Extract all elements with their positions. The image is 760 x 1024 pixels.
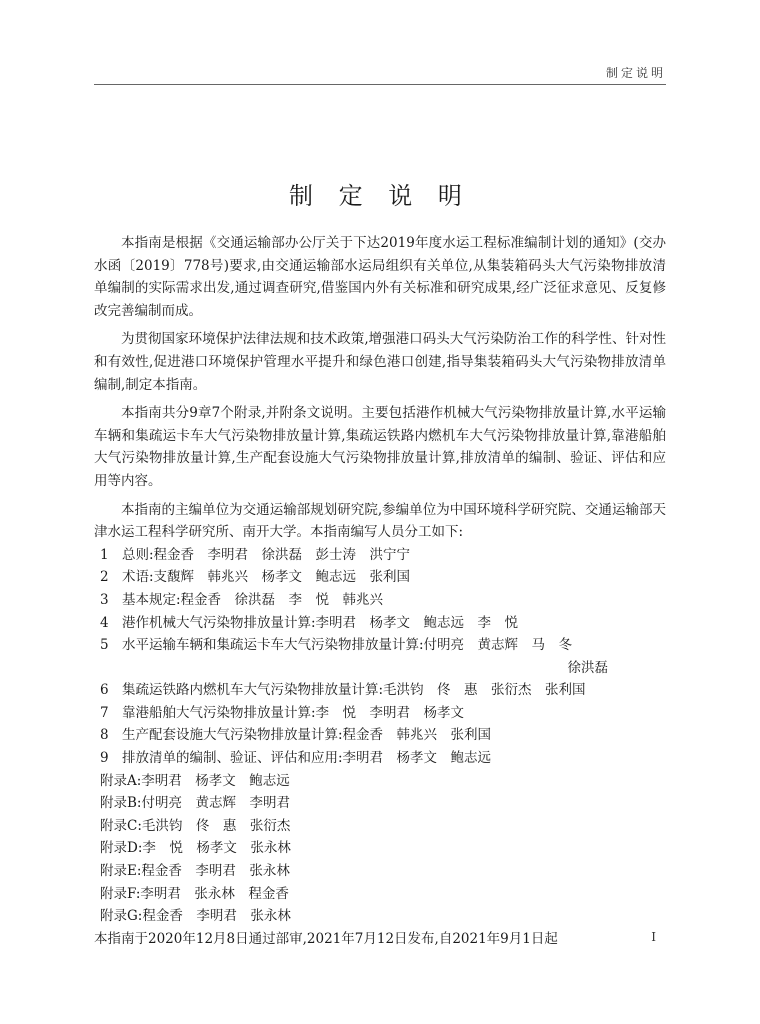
appendix-item: 附录C:毛洪钧 佟 惠 张衍杰 xyxy=(100,817,291,834)
list-item: 9 排放清单的编制、验证、评估和应用:李明君 杨孝文 鲍志远 xyxy=(100,750,492,767)
appendix-item: 附录F:李明君 张永林 程金香 xyxy=(100,885,289,902)
page-number: I xyxy=(651,930,656,944)
appendix-author-list xyxy=(94,770,666,928)
list-item: 5 水平运输车辆和集疏运卡车大气污染物排放量计算:付明亮 黄志辉 马 冬 徐洪磊 xyxy=(94,634,666,679)
appendix-item: 附录E:程金香 李明君 张永林 xyxy=(100,863,290,880)
list-item-continuation: 徐洪磊 xyxy=(567,659,608,676)
list-item: 3 基本规定:程金香 徐洪磊 李 悦 韩兆兴 xyxy=(100,591,384,608)
list-item: 6 集疏运铁路内燃机车大气污染物排放量计算:毛洪钧 佟 惠 张衍杰 张利国 xyxy=(100,682,586,699)
running-head: 制定说明 xyxy=(605,66,666,80)
paragraph-basis: 本指南是根据《交通运输部办公厅关于下达2019年度水运工程标准编制计划的通知》(交办水函〔2019〕778号)要求,由交通运输部水运局组织有关单位,从集装箱码头大气污染物排放清单编制的实际需求出发,通过调查研究,借鉴国内外有关标准和研究成果,经广泛征求意见、反复修改完善编制而成。 xyxy=(94,235,666,319)
list-item: 8 生产配套设施大气污染物排放量计算:程金香 韩兆兴 张利国 xyxy=(100,727,492,744)
list-item: 4 港作机械大气污染物排放量计算:李明君 杨孝文 鲍志远 李 悦 xyxy=(100,614,519,631)
page-title: 制 定 说 明 xyxy=(289,182,471,210)
list-item: 1 总则:程金香 李明君 徐洪磊 彭士涛 洪宁宁 xyxy=(100,546,411,563)
appendix-item: 附录D:李 悦 杨孝文 张永林 xyxy=(100,840,291,857)
list-item: 7 靠港船舶大气污染物排放量计算:李 悦 李明君 杨孝文 xyxy=(100,704,465,721)
appendix-item: 附录B:付明亮 黄志辉 李明君 xyxy=(100,795,290,812)
paragraph-authors-intro: 本指南的主编单位为交通运输部规划研究院,参编单位为中国环境科学研究院、交通运输部天津水运工程科学研究所、南开大学。本指南编写人员分工如下: xyxy=(94,501,666,541)
chapter-author-list xyxy=(94,544,666,770)
appendix-item: 附录G:程金香 李明君 张永林 xyxy=(100,908,291,925)
header-rule xyxy=(94,84,666,85)
paragraph-closing: 本指南于2020年12月8日通过部审,2021年7月12日发布,自2021年9月1日起 xyxy=(94,930,558,947)
paragraph-purpose: 为贯彻国家环境保护法律法规和技术政策,增强港口码头大气污染防治工作的科学性、针对性和有效性,促进港口环境保护管理水平提升和绿色港口创建,指导集装箱码头大气污染物排放清单编制,制定本指南。 xyxy=(94,331,666,393)
appendix-item: 附录A:李明君 杨孝文 鲍志远 xyxy=(100,772,290,789)
list-item: 2 术语:支馥辉 韩兆兴 杨孝文 鲍志远 张利国 xyxy=(100,569,411,586)
body-text xyxy=(94,232,666,956)
paragraph-structure: 本指南共分9章7个附录,并附条文说明。主要包括港作机械大气污染物排放量计算,水平运输车辆和集疏运卡车大气污染物排放量计算,集疏运铁路内燃机车大气污染物排放量计算,靠港船舶大气污染物排放量计算,生产配套设施大气污染物排放量计算,排放清单的编制、验证、评估和应用等内容。 xyxy=(94,405,666,489)
